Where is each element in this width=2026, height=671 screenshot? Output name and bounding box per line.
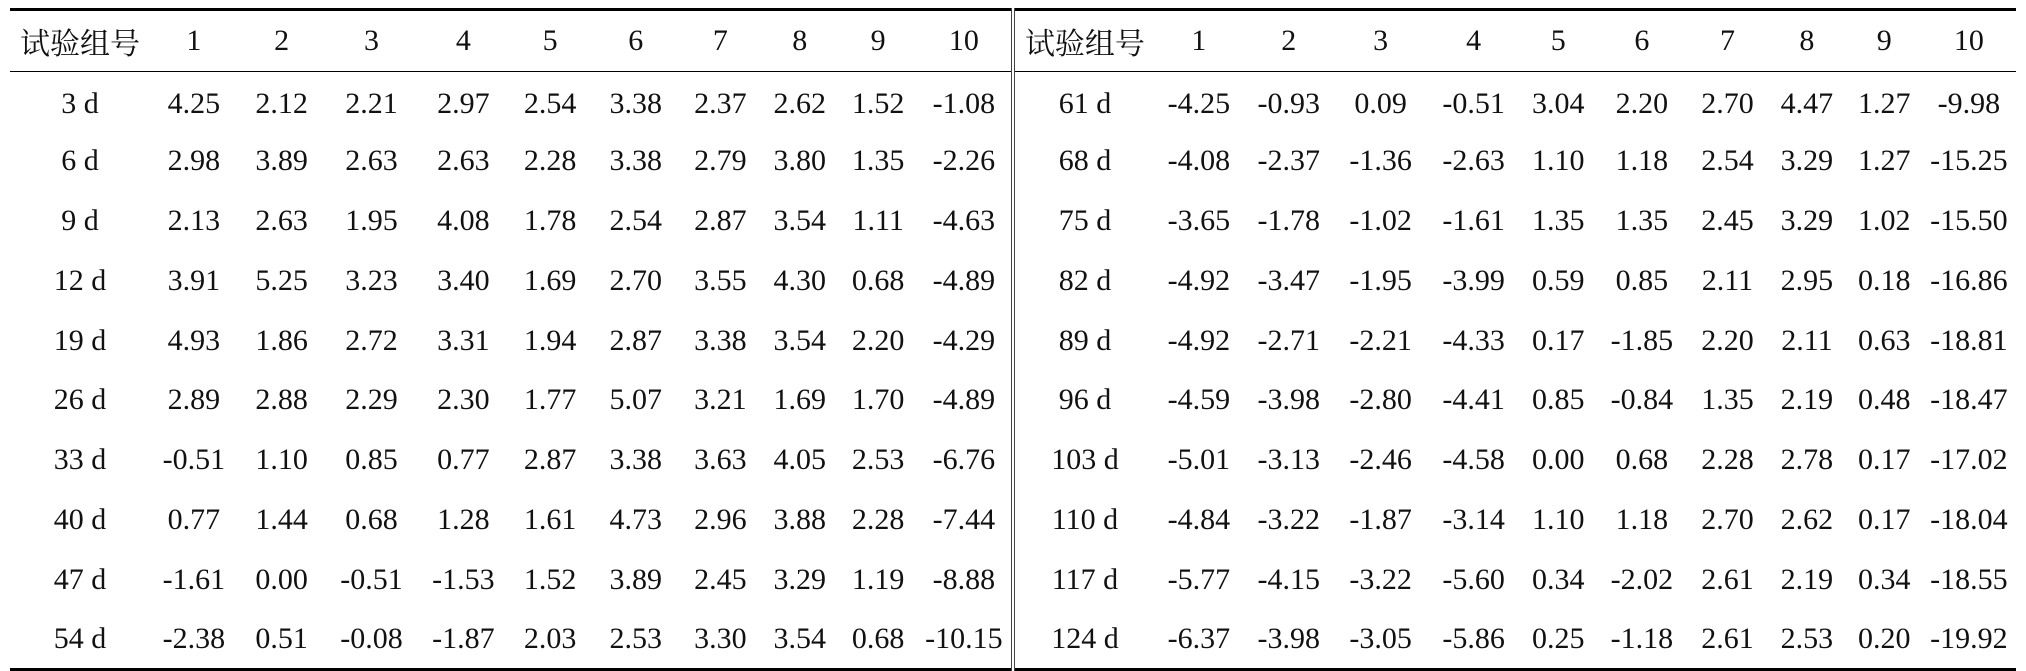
value-cell-left-group-10: -4.89 [917,251,1013,311]
value-cell-left-group-6: 2.87 [609,323,663,357]
value-cell-right-group-8: 3.29 [1780,144,1834,178]
header-cell-group-1: 1 [1155,10,1243,72]
value-cell-left-group-3: 0.85 [345,443,398,477]
value-cell-right-group-8: 2.78 [1780,443,1834,477]
value-cell-left-group-10: -4.29 [917,311,1013,371]
header-cell-group-2: 2 [238,10,326,72]
value-cell-left-group-10: -1.08 [917,72,1013,132]
value-cell-left-group-10: -6.76 [917,430,1013,490]
value-cell-left-group-10: -4.89 [917,370,1013,430]
value-cell-left-group-6: 3.38 [609,86,663,120]
value-cell-right-group-1: -4.92 [1167,323,1231,357]
header-cell-group-7: 7 [681,10,760,72]
table-row [10,251,2016,311]
table-row [10,490,2016,550]
header-cell-label-right: 试验组号 [1013,10,1155,72]
value-cell-right-group-10: -15.50 [1930,203,2008,237]
header-cell-group-5: 5 [1521,10,1596,72]
value-cell-left-group-9: 1.52 [851,86,905,120]
header-cell-group-7: 7 [1688,10,1767,72]
row-label-left: 33 d [53,443,107,477]
value-cell-right-group-6: -1.18 [1596,610,1688,670]
value-cell-left-group-6: 2.53 [591,610,681,670]
value-cell-right-group-9: 0.20 [1847,610,1922,670]
value-cell-right-group-8: 2.19 [1780,562,1834,596]
value-cell-left-group-9: 2.53 [851,443,905,477]
value-cell-right-group-9: 1.27 [1857,86,1911,120]
value-cell-right-group-7: 2.11 [1701,263,1754,297]
value-cell-right-group-5: 1.35 [1532,203,1585,237]
value-cell-left-group-7: 2.37 [694,86,747,120]
value-cell-left-group-5: 2.87 [523,443,577,477]
row-label-right: 117 d [1051,562,1119,596]
value-cell-left-group-7: 2.45 [694,562,747,596]
row-label-right: 110 d [1051,502,1119,536]
value-cell-right-group-7: 2.54 [1701,144,1754,178]
value-cell-right-group-7: 2.61 [1688,610,1767,670]
value-cell-right-group-9: 1.02 [1857,203,1911,237]
table-row [10,370,2016,430]
value-cell-left-group-10: -8.88 [917,550,1013,610]
value-cell-right-group-3: 0.09 [1354,86,1407,120]
value-cell-right-group-8: 2.95 [1780,263,1834,297]
value-cell-left-group-9: 1.70 [851,383,905,417]
value-cell-right-group-5: 0.59 [1532,263,1585,297]
row-label-left: 54 d [10,610,150,670]
value-cell-right-group-8: 2.19 [1780,383,1834,417]
value-cell-left-group-9: 1.35 [851,144,905,178]
value-cell-right-group-2: -3.47 [1257,263,1320,297]
value-cell-right-group-7: 2.70 [1701,86,1754,120]
value-cell-right-group-8: 2.62 [1780,502,1834,536]
value-cell-left-group-7: 3.21 [694,383,747,417]
value-cell-left-group-5: 2.28 [523,144,577,178]
value-cell-right-group-5: 0.17 [1532,323,1585,357]
value-cell-left-group-1: -2.38 [150,610,238,670]
value-cell-right-group-10: -15.25 [1930,144,2008,178]
value-cell-left-group-5: 1.69 [523,263,577,297]
value-cell-left-group-1: 2.89 [167,383,221,417]
value-cell-right-group-9: 0.63 [1857,323,1911,357]
value-cell-left-group-2: 1.10 [255,443,308,477]
value-cell-right-group-3: -1.36 [1349,144,1412,178]
value-cell-left-group-9: 2.28 [851,502,905,536]
value-cell-left-group-9: 2.20 [851,323,905,357]
value-cell-right-group-10: -18.04 [1930,502,2008,536]
header-cell-group-3: 3 [1335,10,1427,72]
value-cell-left-group-2: 1.86 [255,323,308,357]
value-cell-right-group-9: 0.17 [1857,502,1911,536]
row-label-left: 26 d [53,383,107,417]
value-cell-left-group-10: -10.15 [917,610,1013,670]
data-table [10,8,2016,671]
value-cell-left-group-8: 3.54 [760,610,839,670]
table-row [10,72,2016,132]
row-label-left: 6 d [61,144,99,178]
row-label-left: 19 d [53,323,107,357]
value-cell-left-group-3: 3.23 [345,263,398,297]
value-cell-left-group-10: -4.63 [917,191,1013,251]
value-cell-right-group-3: -2.46 [1349,443,1412,477]
value-cell-right-group-2: -3.98 [1257,383,1320,417]
table-row [10,131,2016,191]
value-cell-right-group-7: 2.70 [1701,502,1754,536]
value-cell-right-group-9: 0.48 [1857,383,1911,417]
row-label-left: 40 d [53,502,107,536]
value-cell-left-group-6: 3.38 [609,144,663,178]
header-cell-group-8: 8 [760,10,839,72]
value-cell-right-group-1: -3.65 [1167,203,1231,237]
value-cell-left-group-7: 3.63 [694,443,747,477]
value-cell-right-group-3: -1.95 [1349,263,1412,297]
header-cell-group-10: 10 [1922,10,2016,72]
value-cell-left-group-1: 4.25 [167,86,221,120]
value-cell-left-group-7: 2.87 [694,203,747,237]
header-cell-group-8: 8 [1767,10,1846,72]
value-cell-left-group-5: 1.77 [523,383,577,417]
value-cell-right-group-5: 0.00 [1532,443,1585,477]
value-cell-left-group-3: 2.63 [345,144,398,178]
row-label-right: 61 d [1058,86,1112,120]
value-cell-left-group-4: 2.63 [437,144,490,178]
value-cell-right-group-4: -3.14 [1442,502,1505,536]
value-cell-right-group-2: -3.22 [1257,502,1320,536]
value-cell-right-group-1: -6.37 [1155,610,1243,670]
value-cell-right-group-6: -1.85 [1610,323,1674,357]
value-cell-left-group-1: 0.77 [167,502,221,536]
value-cell-right-group-1: -4.25 [1167,86,1231,120]
value-cell-right-group-7: 2.45 [1701,203,1754,237]
value-cell-left-group-3: 1.95 [345,203,398,237]
value-cell-right-group-5: 0.34 [1532,562,1585,596]
value-cell-left-group-2: 2.63 [255,203,308,237]
value-cell-right-group-8: 3.29 [1780,203,1834,237]
value-cell-right-group-3: -1.87 [1349,502,1412,536]
value-cell-right-group-7: 2.61 [1701,562,1754,596]
value-cell-left-group-10: -7.44 [917,490,1013,550]
row-label-right: 103 d [1051,443,1119,477]
data-table-container [10,8,2016,671]
value-cell-right-group-5: 0.25 [1521,610,1596,670]
value-cell-right-group-4: -0.51 [1442,86,1505,120]
value-cell-left-group-3: -0.51 [340,562,403,596]
table-row [10,610,2016,670]
table-row [10,311,2016,371]
value-cell-right-group-10: -18.55 [1930,562,2008,596]
value-cell-right-group-4: -4.41 [1442,383,1505,417]
header-row [10,10,2016,72]
header-cell-group-2: 2 [1243,10,1335,72]
value-cell-left-group-1: 2.98 [167,144,221,178]
value-cell-left-group-1: -0.51 [162,443,226,477]
value-cell-right-group-1: -4.84 [1167,502,1231,536]
value-cell-right-group-5: 1.10 [1532,144,1585,178]
value-cell-right-group-3: -2.80 [1349,383,1412,417]
value-cell-right-group-4: -4.33 [1442,323,1505,357]
value-cell-left-group-4: 1.28 [437,502,490,536]
value-cell-right-group-10: -16.86 [1930,263,2008,297]
value-cell-right-group-3: -3.05 [1335,610,1427,670]
value-cell-right-group-7: 2.28 [1701,443,1754,477]
value-cell-right-group-10: -17.02 [1930,443,2008,477]
value-cell-left-group-7: 3.55 [694,263,747,297]
value-cell-left-group-2: 2.88 [255,383,308,417]
value-cell-right-group-8: 4.47 [1780,86,1834,120]
value-cell-right-group-6: 1.18 [1615,502,1669,536]
value-cell-left-group-4: -1.53 [432,562,495,596]
value-cell-left-group-9: 1.19 [851,562,905,596]
row-label-right: 96 d [1058,383,1112,417]
value-cell-left-group-4: -1.87 [417,610,509,670]
value-cell-left-group-2: 0.51 [238,610,326,670]
table-row [10,550,2016,610]
value-cell-right-group-1: -5.01 [1167,443,1231,477]
value-cell-left-group-6: 3.38 [609,443,663,477]
value-cell-left-group-5: 2.54 [523,86,577,120]
value-cell-right-group-6: -0.84 [1610,383,1674,417]
value-cell-left-group-7: 3.38 [694,323,747,357]
value-cell-left-group-6: 2.54 [609,203,663,237]
value-cell-right-group-1: -5.77 [1167,562,1231,596]
value-cell-right-group-4: -4.58 [1442,443,1505,477]
value-cell-left-group-7: 2.79 [694,144,747,178]
value-cell-left-group-10: -2.26 [917,131,1013,191]
value-cell-right-group-2: -4.15 [1257,562,1320,596]
value-cell-left-group-5: 1.78 [523,203,577,237]
value-cell-left-group-4: 0.77 [437,443,490,477]
value-cell-right-group-3: -2.21 [1349,323,1412,357]
header-cell-group-6: 6 [1596,10,1688,72]
value-cell-left-group-8: 4.30 [773,263,827,297]
value-cell-right-group-7: 1.35 [1701,383,1754,417]
table-body [10,72,2016,670]
value-cell-left-group-8: 4.05 [773,443,827,477]
value-cell-left-group-5: 1.52 [523,562,577,596]
value-cell-left-group-8: 2.62 [773,86,827,120]
value-cell-right-group-9: 0.17 [1857,443,1911,477]
value-cell-left-group-3: -0.08 [326,610,418,670]
row-label-right: 82 d [1058,263,1112,297]
value-cell-right-group-6: 0.85 [1615,263,1669,297]
row-label-right: 75 d [1058,203,1112,237]
value-cell-right-group-4: -2.63 [1442,144,1505,178]
value-cell-left-group-6: 5.07 [609,383,663,417]
value-cell-left-group-2: 2.12 [255,86,308,120]
value-cell-right-group-4: -5.60 [1442,562,1505,596]
value-cell-left-group-2: 5.25 [255,263,308,297]
value-cell-left-group-2: 1.44 [255,502,308,536]
value-cell-right-group-6: -2.02 [1610,562,1674,596]
value-cell-left-group-1: 4.93 [167,323,221,357]
value-cell-right-group-10: -18.47 [1930,383,2008,417]
row-label-right: 89 d [1058,323,1112,357]
value-cell-right-group-5: 3.04 [1532,86,1585,120]
row-label-right: 124 d [1013,610,1155,670]
value-cell-left-group-6: 4.73 [609,502,663,536]
table-row [10,430,2016,490]
header-cell-group-1: 1 [150,10,238,72]
value-cell-right-group-8: 2.53 [1767,610,1846,670]
table-header [10,10,2016,72]
value-cell-right-group-2: -0.93 [1257,86,1320,120]
value-cell-right-group-2: -2.71 [1257,323,1320,357]
value-cell-left-group-8: 1.69 [773,383,827,417]
header-cell-group-3: 3 [326,10,418,72]
value-cell-left-group-9: 1.11 [852,203,904,237]
value-cell-right-group-4: -3.99 [1442,263,1505,297]
value-cell-left-group-2: 0.00 [255,562,308,596]
header-cell-group-10: 10 [917,10,1013,72]
header-cell-group-6: 6 [591,10,681,72]
value-cell-right-group-9: 0.34 [1857,562,1911,596]
value-cell-left-group-5: 1.94 [523,323,577,357]
value-cell-left-group-8: 3.88 [773,502,827,536]
value-cell-left-group-1: -1.61 [162,562,226,596]
value-cell-left-group-3: 2.72 [345,323,398,357]
value-cell-right-group-5: 0.85 [1532,383,1585,417]
value-cell-right-group-3: -3.22 [1349,562,1412,596]
value-cell-right-group-2: -3.13 [1257,443,1320,477]
value-cell-left-group-8: 3.80 [773,144,827,178]
value-cell-left-group-4: 3.40 [437,263,490,297]
value-cell-right-group-6: 1.18 [1615,144,1669,178]
value-cell-left-group-8: 3.54 [773,203,827,237]
value-cell-right-group-9: 0.18 [1857,263,1911,297]
value-cell-left-group-6: 2.70 [609,263,663,297]
value-cell-left-group-2: 3.89 [255,144,308,178]
value-cell-left-group-4: 3.31 [437,323,490,357]
row-label-left: 9 d [61,203,99,237]
value-cell-right-group-1: -4.59 [1167,383,1231,417]
value-cell-right-group-9: 1.27 [1857,144,1911,178]
value-cell-left-group-6: 3.89 [609,562,663,596]
value-cell-right-group-2: -1.78 [1257,203,1320,237]
value-cell-right-group-4: -1.61 [1442,203,1505,237]
value-cell-left-group-1: 2.13 [167,203,221,237]
table-row [10,191,2016,251]
value-cell-left-group-4: 2.97 [437,86,490,120]
value-cell-right-group-6: 0.68 [1615,443,1669,477]
value-cell-right-group-4: -5.86 [1427,610,1521,670]
value-cell-left-group-9: 0.68 [851,263,905,297]
value-cell-right-group-10: -9.98 [1937,86,2001,120]
value-cell-right-group-1: -4.08 [1167,144,1231,178]
value-cell-left-group-4: 4.08 [437,203,490,237]
row-label-left: 47 d [53,562,107,596]
header-cell-group-5: 5 [509,10,590,72]
header-cell-group-9: 9 [1847,10,1922,72]
value-cell-left-group-7: 3.30 [681,610,760,670]
value-cell-left-group-3: 2.29 [345,383,398,417]
header-cell-group-4: 4 [417,10,509,72]
value-cell-right-group-5: 1.10 [1532,502,1585,536]
value-cell-left-group-4: 2.30 [437,383,490,417]
value-cell-right-group-2: -3.98 [1243,610,1335,670]
value-cell-left-group-8: 3.54 [773,323,827,357]
value-cell-left-group-3: 2.21 [345,86,398,120]
value-cell-left-group-3: 0.68 [345,502,398,536]
value-cell-left-group-8: 3.29 [773,562,827,596]
value-cell-right-group-3: -1.02 [1349,203,1412,237]
header-cell-group-4: 4 [1427,10,1521,72]
value-cell-right-group-10: -19.92 [1922,610,2016,670]
value-cell-right-group-6: 2.20 [1615,86,1669,120]
value-cell-left-group-5: 1.61 [523,502,577,536]
value-cell-right-group-1: -4.92 [1167,263,1231,297]
value-cell-right-group-6: 1.35 [1615,203,1669,237]
row-label-right: 68 d [1058,144,1112,178]
value-cell-left-group-9: 0.68 [839,610,916,670]
value-cell-right-group-2: -2.37 [1257,144,1320,178]
value-cell-right-group-7: 2.20 [1701,323,1754,357]
value-cell-left-group-5: 2.03 [509,610,590,670]
header-cell-group-9: 9 [839,10,916,72]
value-cell-right-group-8: 2.11 [1781,323,1833,357]
row-label-left: 12 d [53,263,107,297]
header-cell-label-left: 试验组号 [10,10,150,72]
value-cell-left-group-7: 2.96 [694,502,747,536]
value-cell-right-group-10: -18.81 [1930,323,2008,357]
row-label-left: 3 d [61,86,99,120]
value-cell-left-group-1: 3.91 [167,263,221,297]
